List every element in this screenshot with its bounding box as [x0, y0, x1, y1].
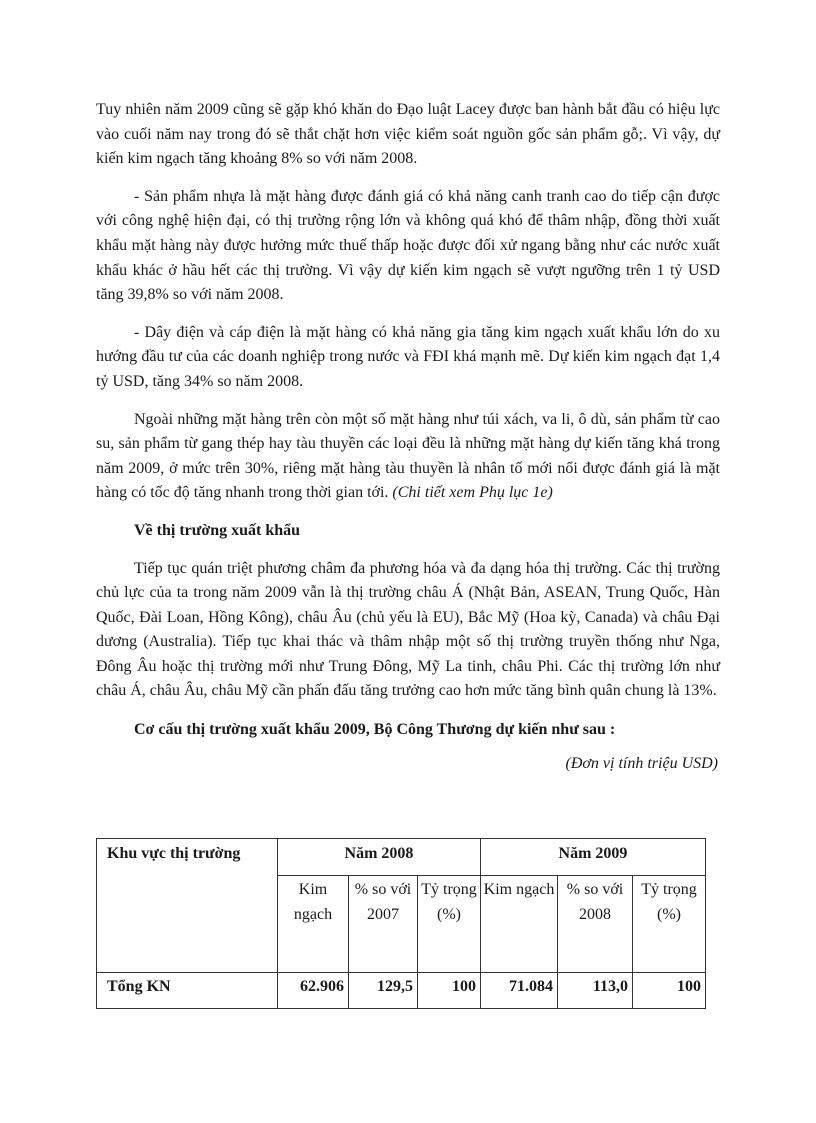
subheader-pct-2007: % so với 2007 [349, 876, 418, 973]
unit-note: (Đơn vị tính triệu USD) [565, 754, 718, 772]
subheader-ty-trong-2008: Tỷ trọng (%) [418, 876, 481, 973]
table-header-row [97, 839, 706, 876]
subheader-ty-trong-2009: Tỷ trọng (%) [633, 876, 706, 973]
subheader-kim-ngach-2008: Kim ngạch [278, 876, 349, 973]
paragraph-wood-products: Tuy nhiên năm 2009 cũng sẽ gặp khó khăn do Đạo luật Lacey được ban hành bắt đầu có hiệu lực vào cuối năm nay trong đó sẽ thắt chặt hơn việc kiểm soát nguồn gốc sản phẩm gỗ;. Vì vậy, dự kiến kim ngạch tăng khoảng 8% so với năm 2008. [96, 101, 720, 168]
region-header: Khu vực thị trường [97, 839, 278, 973]
year-2008-header: Năm 2008 [278, 839, 481, 876]
paragraph-electric-cables: - Dây điện và cáp điện là mặt hàng có khả năng gia tăng kim ngạch xuất khẩu lớn do xu hướng đầu tư của các doanh nghiệp trong nước và FĐI khá mạnh mẽ. Dự kiến kim ngạch đạt 1,4 tỷ USD, tăng 34% so năm 2008. [96, 323, 720, 390]
subheader-pct-2008: % so với 2008 [558, 876, 633, 973]
total-label: Tổng KN [97, 973, 278, 1009]
appendix-reference: (Chi tiết xem Phụ lục 1e) [392, 484, 553, 502]
table-row-total [97, 973, 706, 1009]
total-pct-2009: 113,0 [558, 973, 633, 1009]
paragraph-export-markets: Tiếp tục quán triệt phương châm đa phương hóa và đa dạng hóa thị trường. Các thị trường chủ lực của ta trong năm 2009 vẫn là thị trường châu Á (Nhật Bản, ASEAN, Trung Quốc, Hàn Quốc, Đài Loan, Hồng Kông), châu Âu (chủ yếu là EU), Bắc Mỹ (Hoa kỳ, Canada) và châu Đại dương (Australia). Tiếp tục khai thác và thâm nhập một số thị trường truyền thống như Nga, Đông Âu hoặc thị trường mới như Trung Đông, Mỹ La tinh, châu Phi. Các thị trường lớn như châu Á, châu Âu, châu Mỹ cần phấn đấu tăng trưởng cao hơn mức tăng bình quân chung là 13%. [96, 559, 720, 700]
paragraph-other-products [96, 408, 720, 506]
total-tt-2008: 100 [418, 973, 481, 1009]
total-kn-2009: 71.084 [481, 973, 558, 1009]
total-kn-2008: 62.906 [278, 973, 349, 1009]
section-heading-market-structure: Cơ cấu thị trường xuất khẩu 2009, Bộ Công Thương dự kiến như sau : [134, 721, 616, 739]
subheader-kim-ngach-2009: Kim ngạch [481, 876, 558, 973]
total-pct-2008: 129,5 [349, 973, 418, 1009]
other-products-text: Ngoài những mặt hàng trên còn một số mặt hàng như túi xách, va li, ô dù, sản phẩm từ cao su, sản phẩm từ gang thép hay tàu thuyền các loại đều là những mặt hàng dự kiến tăng khá trong năm 2009, ở mức trên 30%, riêng mặt hàng tàu thuyền là nhân tố mới nổi được đánh giá là mặt hàng có tốc độ tăng nhanh trong thời gian tới. [96, 410, 720, 502]
document-body [96, 98, 720, 776]
market-structure-table [96, 838, 706, 1009]
total-tt-2009: 100 [633, 973, 706, 1009]
year-2009-header: Năm 2009 [481, 839, 706, 876]
section-heading-export-markets: Về thị trường xuất khẩu [134, 521, 301, 539]
paragraph-plastic-products: - Sản phẩm nhựa là mặt hàng được đánh giá có khả năng canh tranh cao do tiếp cận được với công nghệ hiện đại, có thị trường rộng lớn và không quá khó để thâm nhập, đồng thời xuất khẩu mặt hàng này được hưởng mức thuế thấp hoặc được đối xử ngang bằng như các nước xuất khẩu khác ở hầu hết các thị trường. Vì vậy dự kiến kim ngạch sẽ vượt ngưỡng trên 1 tỷ USD tăng 39,8% so với năm 2008. [96, 187, 720, 304]
